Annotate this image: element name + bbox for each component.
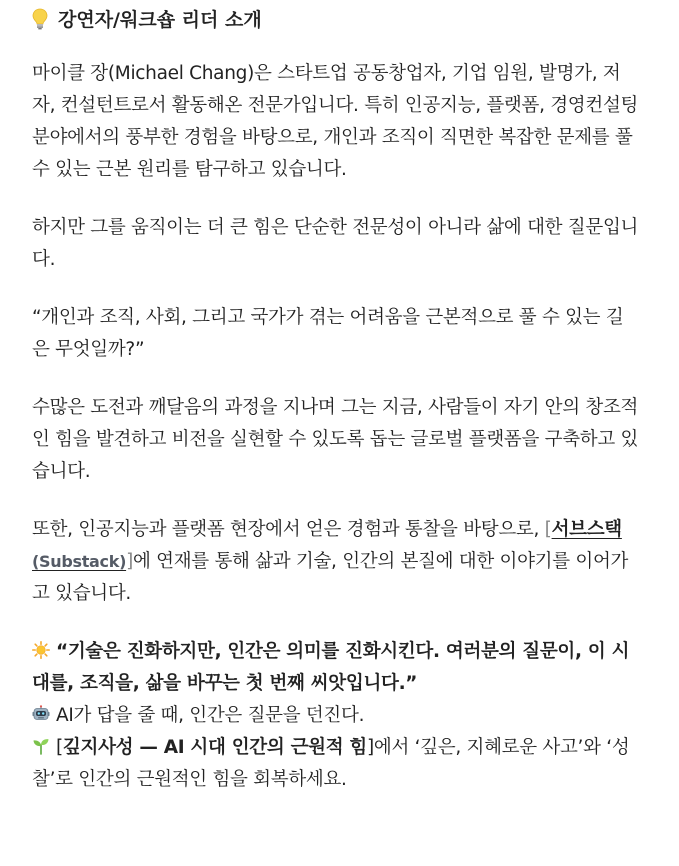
sun-icon (32, 638, 50, 656)
ai-line-text: AI가 답을 줄 때, 인간은 질문을 던진다. (56, 705, 365, 726)
motivation-paragraph: 하지만 그를 움직이는 더 큰 힘은 단순한 전문성이 아니라 삶에 대한 질문입니다. (32, 217, 639, 270)
section-title: 강연자/워크숍 리더 소개 (58, 9, 262, 31)
substack-link-sub: (Substack) (32, 552, 127, 571)
question-paragraph: “개인과 조직, 사회, 그리고 국가가 겪는 어려움을 근본적으로 풀 수 있는 길은 무엇일까?” (32, 307, 624, 360)
quote-text: “기술은 진화하지만, 인간은 의미를 진화시킨다. 여러분의 질문이, 이 시대를, 조직을, 삶을 바꾸는 첫 번째 씨앗입니다.” (32, 641, 630, 694)
book-line-rest: 에서 ‘깊은, 지혜로운 사고’와 ‘성찰’로 인간의 근원적인 힘을 회복하세요. (32, 737, 630, 790)
book-bracket-close: ] (367, 737, 374, 758)
substack-link-text: 서브스택 (551, 519, 622, 540)
sprout-icon (32, 734, 50, 752)
book-bracket-open: [ (56, 737, 63, 758)
intro-paragraph: 마이클 장(Michael Chang)은 스타트업 공동창업자, 기업 임원, 발명가, 저자, 컨설턴트로서 활동해온 전문가입니다. 특히 인공지능, 플랫폼, 경영컨설팅 분야에서의 풍부한 경험을 바탕으로, 개인과 조직이 직면한 복잡한 문제를 풀 수 있는 근본 원리를 탐구하고 있습니다. (32, 63, 639, 180)
platform-paragraph: 수많은 도전과 깨달음의 과정을 지나며 그는 지금, 사람들이 자기 안의 창조적인 힘을 발견하고 비전을 실현할 수 있도록 돕는 글로벌 플랫폼을 구축하고 있습니다. (32, 397, 639, 482)
ai-line (32, 700, 639, 732)
substack-paragraph-tail: 에 연재를 통해 삶과 기술, 인간의 본질에 대한 이야기를 이어가고 있습니다. (32, 551, 629, 604)
book-line (32, 732, 639, 796)
quote-line (32, 636, 639, 700)
substack-paragraph (32, 514, 639, 610)
book-title: 깊지사성 — AI 시대 인간의 근원적 힘 (62, 737, 367, 758)
substack-paragraph-lead: 또한, 인공지능과 플랫폼 현장에서 얻은 경험과 통찰을 바탕으로, (32, 519, 545, 540)
link-bracket-close: ] (126, 551, 134, 572)
closing-quote-block (32, 636, 639, 796)
lightbulb-icon (32, 8, 48, 30)
robot-icon (32, 702, 50, 720)
link-bracket-open: [ (544, 519, 552, 540)
section-heading (32, 6, 639, 34)
